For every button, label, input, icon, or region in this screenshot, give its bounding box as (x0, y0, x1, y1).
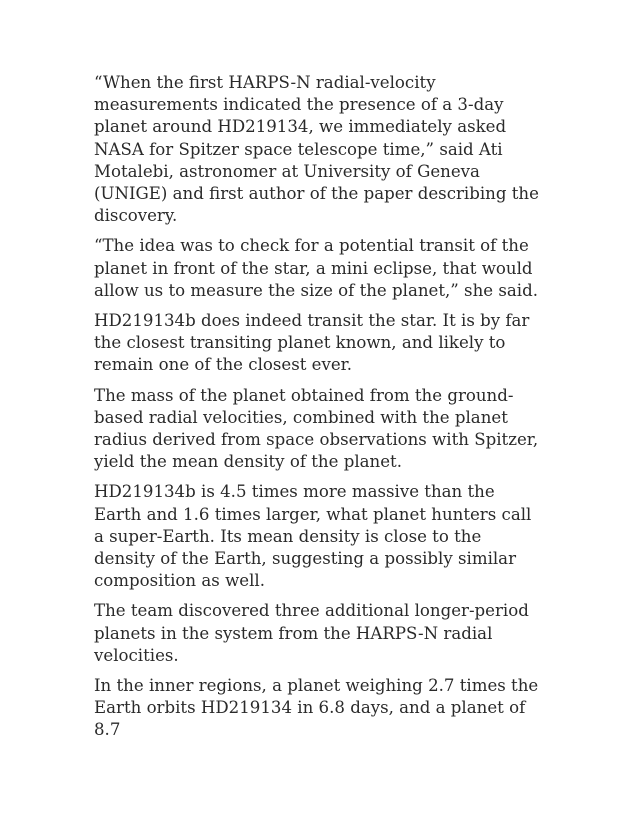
paragraph-additional-planets: The team discovered three additional longer-period planets in the system from the HARPS-N radial velocities. (94, 601, 529, 665)
paragraph-mean-density: The mass of the planet obtained from the ground-based radial velocities, combined with the planet radius derived from space observations with Spitzer, yield the mean density of the planet. (94, 385, 539, 472)
paragraph-transit-idea: “The idea was to check for a potential transit of the planet in front of the star, a mini eclipse, that would allow us to measure the size of the planet,” she said. (94, 236, 538, 300)
paragraph-inner-regions: In the inner regions, a planet weighing 2.7 times the Earth orbits HD219134 in 6.8 days, and a planet of 8.7 (94, 676, 539, 740)
paragraph-spitzer-request: “When the first HARPS-N radial-velocity measurements indicated the presence of a 3-day planet around HD219134, we immediately asked NASA for Spitzer space telescope time,” said Ati Motalebi, astronomer at University of Geneva (UNIGE) and first author of the paper describing the discovery. (94, 73, 539, 226)
paragraph-super-earth: HD219134b is 4.5 times more massive than the Earth and 1.6 times larger, what planet hunters call a super-Earth. Its mean density is close to the density of the Earth, suggesting a possibly similar composition as well. (94, 482, 532, 591)
document-page (94, 72, 546, 750)
paragraph-closest-transiting: HD219134b does indeed transit the star. It is by far the closest transiting planet known, and likely to remain one of the closest ever. (94, 311, 530, 375)
